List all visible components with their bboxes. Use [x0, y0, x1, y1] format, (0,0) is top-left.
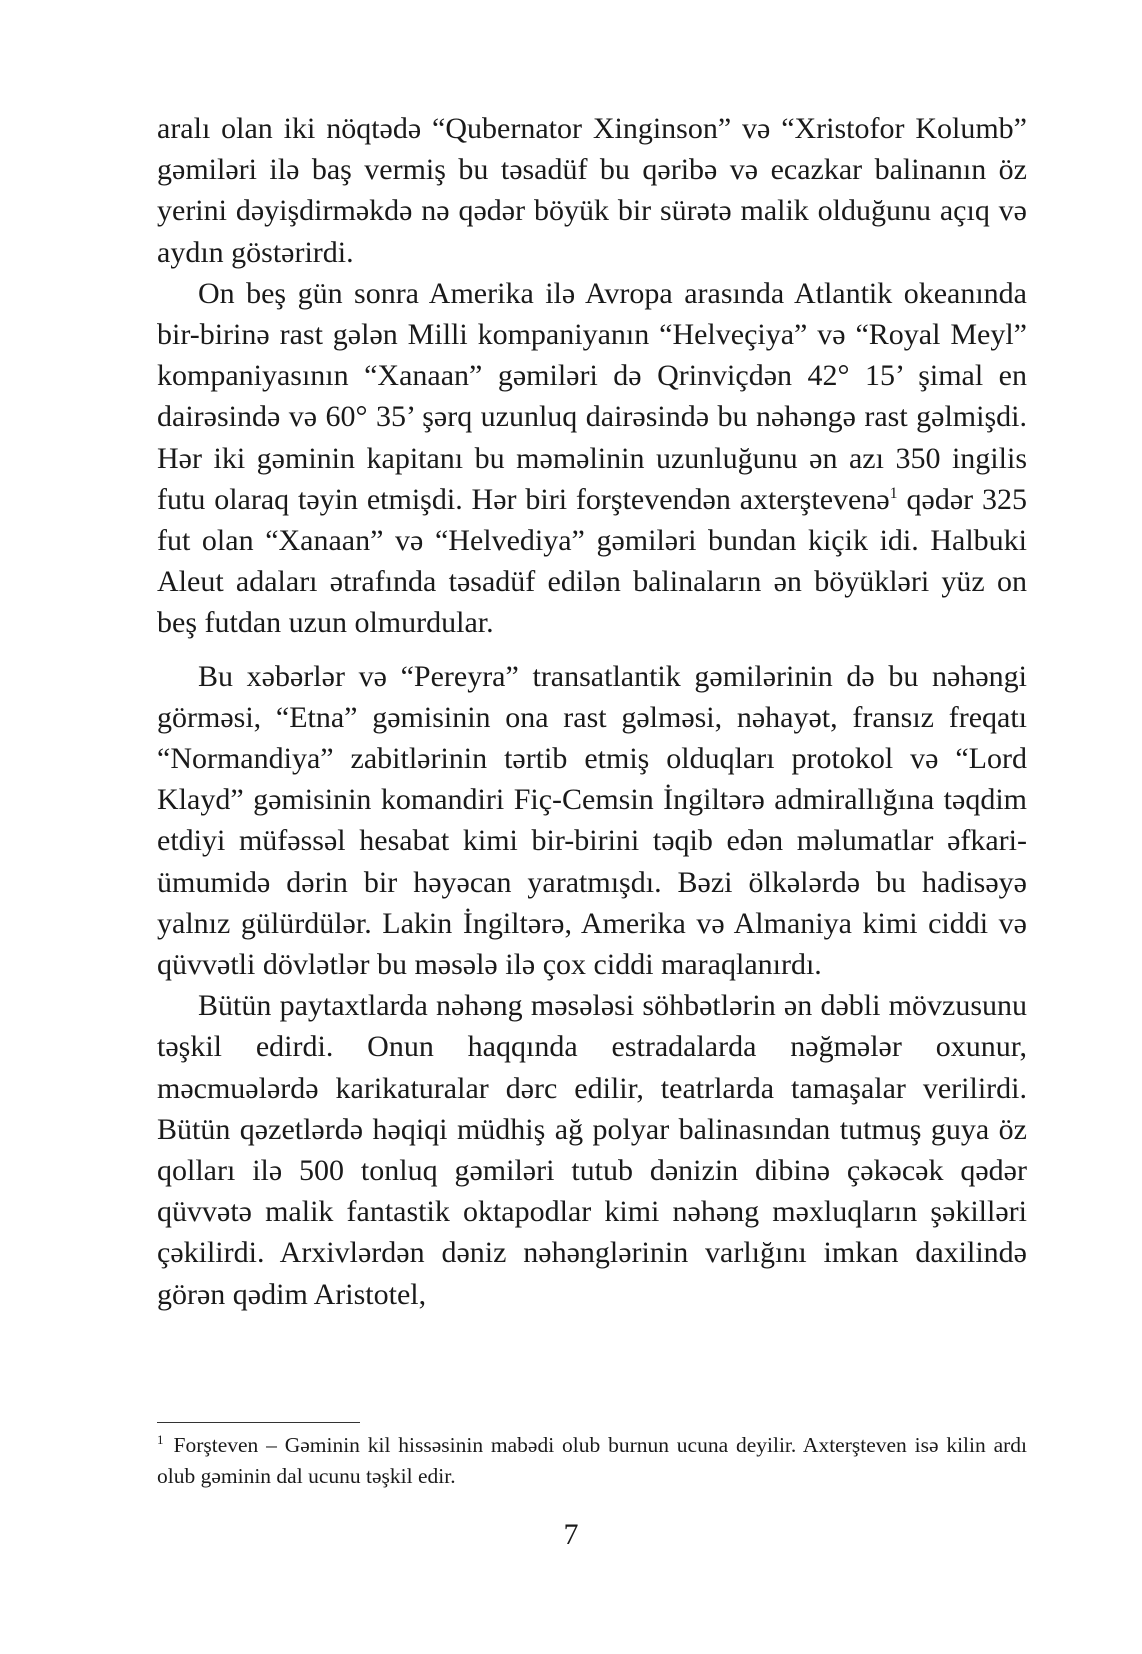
- paragraph-3: Bu xəbərlər və “Pereyra” transatlantik gəmilərinin də bu nəhəngi görməsi, “Etna” gəmisinin ona rast gəlməsi, nəhayət, fransız freqatı “Normandiya” zabitlərinin tərtib etmiş olduqları protokol və “Lord Klayd” gəmisinin komandiri Fiç-Cemsin İngiltərə admirallığına təqdim etdiyi müfəssəl hesabat kimi bir-birini təqib edən məlumatlar əfkari-ümumidə dərin bir həyəcan yaratmışdı. Bəzi ölkələrdə bu hadisəyə yalnız gülürdülər. Lakin İngiltərə, Amerika və Almaniya kimi ciddi və qüvvətli dövlətlər bu məsələ ilə çox ciddi maraqlanırdı.: [157, 659, 1027, 982]
- footnote-divider: [157, 1422, 360, 1423]
- footnote-text: Forşteven – Gəminin kil hissəsinin mabədi olub burnun ucuna deyilir. Axterşteven isə kilin ardı olub gəminin dal ucunu təşkil edir.: [157, 1433, 1027, 1488]
- footnote: [157, 1430, 1027, 1492]
- paragraph-2: [157, 273, 1027, 644]
- paragraph-4: Bütün paytaxtlarda nəhəng məsələsi söhbətlərin ən dəbli mövzusunu təşkil edirdi. Onun haqqında estradalarda nəğmələr oxunur, məcmuələrdə karikaturalar dərc edilir, teatrlarda tamaşalar verilirdi. Bütün qəzetlərdə həqiqi müdhiş ağ polyar balinasından tutmuş guya öz qolları ilə 500 tonluq gəmiləri tutub dənizin dibinə çəkəcək qədər qüvvətə malik fantastik oktapodlar kimi nəhəng məxluqların şəkilləri çəkilirdi. Arxivlərdən dəniz nəhənglərinin varlığını imkan daxilində görən qədim Aristotel,: [157, 989, 1027, 1311]
- paragraph-2-part-b: qədər 325 fut olan “Xanaan” və “Helvediya” gəmiləri bundan kiçik idi. Halbuki Aleut adaları ətrafında təsadüf edilən balinaların ən böyükləri yüz on beş futdan uzun olmurdular.: [157, 482, 1027, 640]
- footnote-marker: 1: [157, 1431, 164, 1447]
- body-text: [157, 108, 1027, 1315]
- paragraph-2-part-a: On beş gün sonra Amerika ilə Avropa arasında Atlantik okeanında bir-birinə rast gələn Milli kompaniyanın “Helveçiya” və “Royal Meyl” kompaniyasının “Xanaan” gəmiləri də Qrinviçdən 42° 15’ şimal en dairəsində və 60° 35’ şərq uzunluq dairəsində bu nəhəngə rast gəlmişdi. Hər iki gəminin kapitanı bu məməlinin uzunluğunu ən azı 350 ingilis futu olaraq təyin etmişdi. Hər biri forştevendən axterştevenə: [157, 276, 1027, 516]
- page-number: 7: [563, 1518, 579, 1551]
- paragraph-1: aralı olan iki nöqtədə “Qubernator Xinginson” və “Xristofor Kolumb” gəmiləri ilə baş vermiş bu təsadüf bu qəribə və ecazkar balinanın öz yerini dəyişdirməkdə nə qədər böyük bir sürətə malik olduğunu açıq və aydın göstərirdi.: [157, 112, 1027, 269]
- footnote-reference[interactable]: 1: [889, 484, 898, 502]
